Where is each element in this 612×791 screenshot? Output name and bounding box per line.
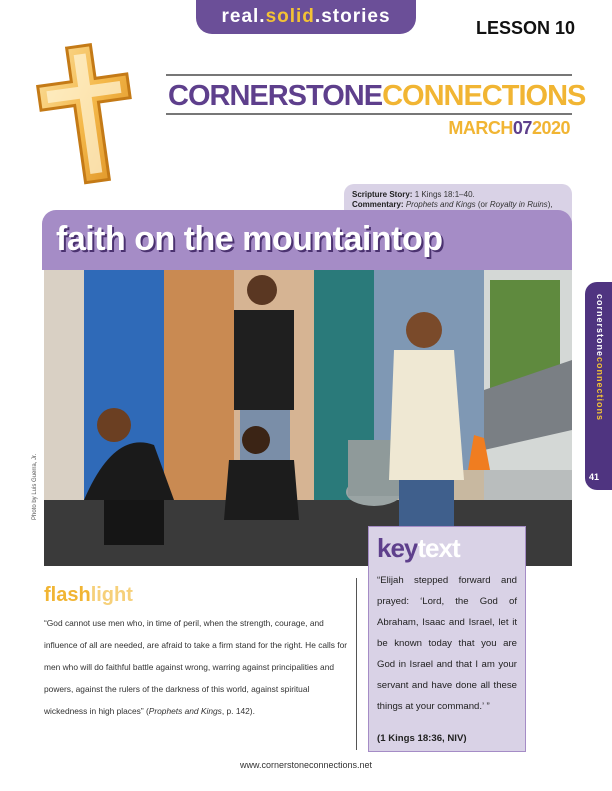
brand-part-2: solid: [265, 6, 315, 27]
photo-credit: Photo by Luis Guerra, Jr.: [32, 453, 38, 520]
date-year: 2020: [531, 118, 570, 138]
page-number: 41: [589, 472, 600, 482]
flashlight-quote-text: “God cannot use men who, in time of peril, when the strength, courage, and influence of all are needed, are afraid to take a firm stand for the right. He calls for men who will do faithful battle against wrong, warring against principalities and powers, against the rulers of the darkness of this world, against spiritual wickedness in high places” (: [44, 618, 348, 716]
title-part-1: CORNERSTONE: [168, 80, 383, 112]
lesson-photo: [44, 270, 572, 566]
keytext-verse: “Elijah stepped forward and prayed: ‘Lord, the God of Abraham, Isaac and Israel, let it be known today that you are God in Israel and that I am your servant and have done all these things at your command.’ ”: [377, 575, 517, 712]
headline: faith on the mountaintop: [56, 220, 443, 258]
brand-part-3: stories: [321, 6, 391, 27]
brand-part-1: real: [221, 6, 260, 27]
column-divider: [356, 578, 357, 750]
flashlight-source-book: Prophets and Kings: [148, 706, 222, 716]
cross-logo-icon: [36, 42, 136, 188]
flashlight-quote: [44, 612, 348, 722]
footer-url[interactable]: www.cornerstoneconnections.net: [239, 760, 373, 770]
issue-date: [448, 118, 570, 139]
keytext-reference: (1 Kings 18:36, NIV): [377, 733, 467, 744]
brand-dot-2: .: [314, 6, 322, 27]
flashlight-title-part-1: flash: [44, 584, 91, 606]
flashlight-title: [44, 584, 133, 607]
keytext-title: [377, 533, 517, 564]
scripture-story-label: Scripture Story:: [352, 190, 413, 199]
side-tab-label: [591, 294, 605, 454]
keytext-title-part-2: text: [417, 533, 460, 563]
title-rule-bottom: [166, 113, 572, 115]
scripture-story: [352, 190, 564, 200]
commentary-alt-post: ),: [547, 200, 553, 209]
commentary-label: Commentary:: [352, 200, 404, 209]
commentary-alt-pre: (or: [475, 200, 490, 209]
side-tab-part-1: cornerstone: [595, 294, 605, 358]
commentary-book: Prophets and Kings: [405, 200, 476, 209]
keytext-box: [368, 526, 526, 752]
title-part-2: CONNECTIONS: [382, 80, 586, 112]
title-rule-top: [166, 74, 572, 76]
magazine-title: [168, 80, 585, 112]
date-day: 07: [512, 118, 532, 138]
side-tab-part-2: connections: [595, 357, 605, 422]
date-month: MARCH: [448, 118, 513, 138]
brand-dot-1: .: [259, 6, 266, 27]
flashlight-source-page: , p. 142).: [221, 706, 255, 716]
keytext-title-part-1: key: [377, 533, 418, 563]
scripture-story-value: 1 Kings 18:1–40.: [414, 190, 475, 199]
lesson-label: LESSON 10: [476, 18, 576, 38]
brand-pill: [196, 0, 416, 34]
commentary-alt: Royalty in Ruins: [489, 200, 548, 209]
flashlight-title-part-2: light: [90, 584, 133, 606]
